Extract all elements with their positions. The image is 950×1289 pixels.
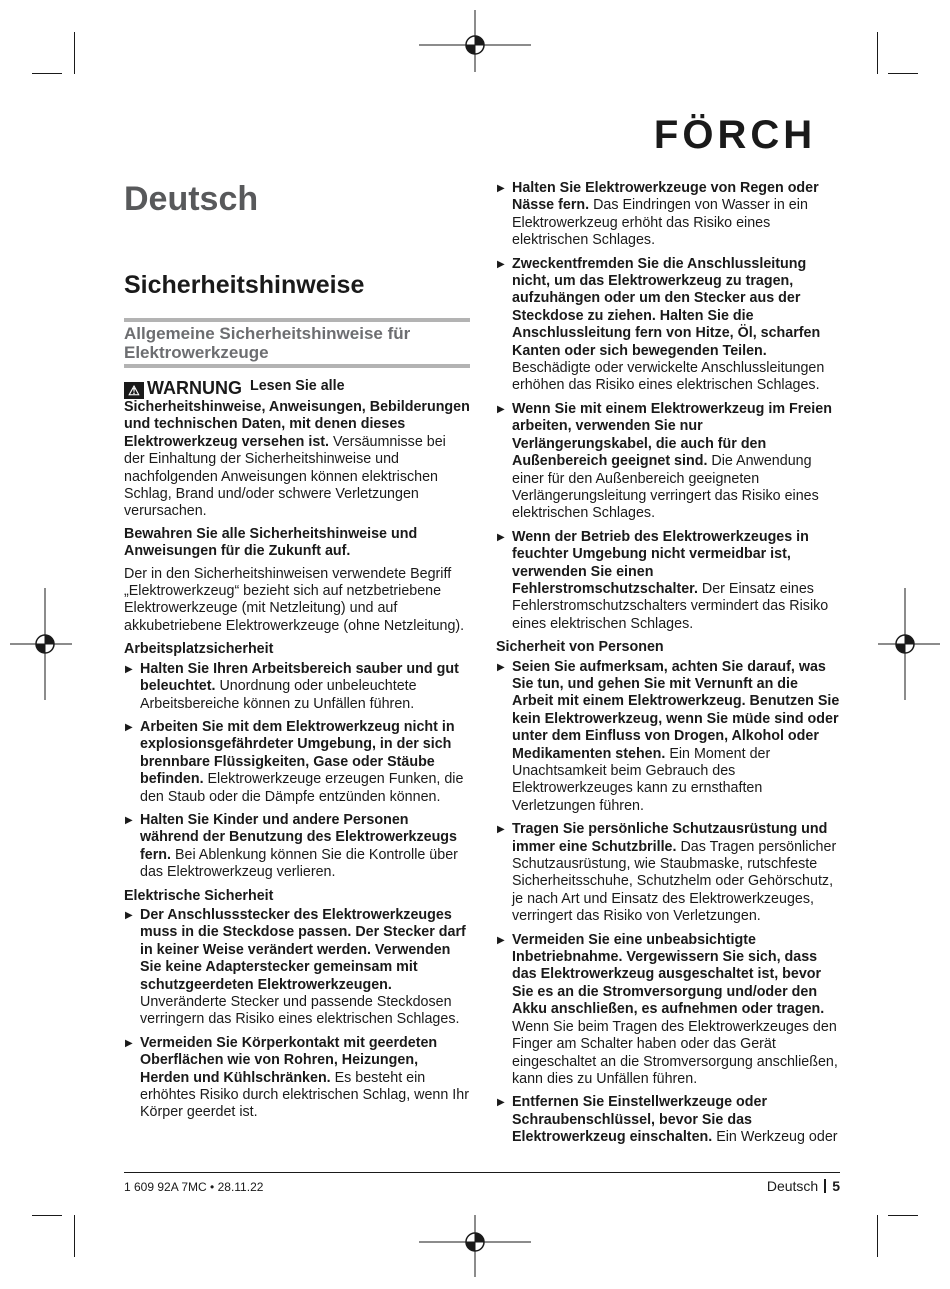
list-item: ▶ Seien Sie aufmerksam, achten Sie darauf, was Sie tun, und gehen Sie mit Vernunft an die Arbeit mit einem Elektrowerkzeug. Benutzen Sie kein Elektrowerkzeug, wenn Sie müde sind oder unter dem Einfluss von Drogen, Alkohol oder Medikamenten stehen. Ein Moment der Unachtsamkeit beim Gebrauch des Elektrowerkzeuges kann zu ernsthaften Verletzungen führen. (497, 658, 840, 814)
bullet-arrow-icon: ▶ (125, 909, 133, 921)
general-safety-heading: Allgemeine Sicherheitshinweise für Elektrowerkzeuge (124, 324, 411, 362)
electrical-title: Elektrische Sicherheit (124, 887, 274, 904)
crop-mark (877, 1215, 878, 1257)
registration-mark-icon (870, 588, 940, 700)
footer-rule (124, 1172, 840, 1173)
electrical-list-right (496, 180, 840, 633)
crop-mark (888, 73, 918, 74)
list-item: ▶ Der Anschlussstecker des Elektrowerkzeuges muss in die Steckdose passen. Der Stecker darf in keiner Weise verändert werden. Verwenden Sie keine Adapterstecker gemeinsam mit schutzgeerdeten Elektrowerkzeugen. Unveränderte Stecker und passende Steckdosen verringern das Risiko eines elektrischen Schlages. (125, 906, 466, 1028)
crop-mark (74, 1215, 75, 1257)
page-number: 5 (832, 1178, 840, 1194)
warning-paragraph (124, 378, 470, 521)
bullet-arrow-icon: ▶ (125, 814, 133, 826)
list-item: ▶ Zweckentfremden Sie die Anschlussleitung nicht, um das Elektrowerkzeug zu tragen, aufzuhängen oder um den Stecker aus der Steckdose zu ziehen. Halten Sie die Anschlussleitung fern von Hitze, Öl, scharfen Kanten oder sich bewegenden Teilen. Beschädigte oder verwickelte Anschlussleitungen erhöhen das Risiko eines elektrischen Schlages. (497, 255, 825, 394)
workplace-list (124, 661, 470, 882)
personal-list (496, 659, 840, 1147)
list-item: ▶ Halten Sie Kinder und andere Personen während der Benutzung des Elektrowerkzeugs fern. Bei Ablenkung können Sie die Kontrolle über das Elektrowerkzeug verlieren. (125, 811, 458, 881)
heading-rule-top (124, 318, 470, 322)
bullet-arrow-icon: ▶ (497, 258, 505, 270)
list-item: ▶ Halten Sie Elektrowerkzeuge von Regen oder Nässe fern. Das Eindringen von Wasser in ein Elektrowerkzeug erhöht das Risiko eines elektrischen Schlages. (497, 180, 819, 249)
list-item: ▶ Vermeiden Sie eine unbeabsichtigte Inbetriebnahme. Vergewissern Sie sich, dass das Elektrowerkzeug ausgeschaltet ist, bevor Sie es an die Stromversorgung und/oder den Akku anschließen, es aufnehmen oder tragen. Wenn Sie beim Tragen des Elektrowerkzeuges den Finger am Schalter haben oder das Gerät eingeschaltet an die Stromversorgung anschließen, kann dies zu Unfällen führen. (497, 931, 838, 1087)
electrical-list-left (124, 907, 470, 1122)
list-item: ▶ Wenn der Betrieb des Elektrowerkzeuges in feuchter Umgebung nicht vermeidbar ist, verwenden Sie einen Fehlerstromschutzschalter. Der Einsatz eines Fehlerstromschutzschalters vermindert das Risiko eines elektrischen Schlages. (497, 528, 829, 632)
heading-rule-bottom (124, 364, 470, 368)
crop-mark (888, 1215, 918, 1216)
bullet-arrow-icon: ▶ (497, 661, 505, 673)
bullet-arrow-icon: ▶ (125, 721, 133, 733)
list-item: ▶ Entfernen Sie Einstellwerkzeuge oder Schraubenschlüssel, bevor Sie das Elektrowerkzeug einschalten. Ein Werkzeug oder (497, 1094, 838, 1146)
logo-text: FÖRCH (653, 113, 817, 154)
workplace-title: Arbeitsplatzsicherheit (124, 641, 274, 658)
warning-bold: Lesen Sie alle Sicherheitshinweise, Anweisungen, Bebilderungen und technischen Daten, mit denen dieses Elektrowerkzeug versehen ist. (124, 378, 470, 450)
registration-mark-icon (10, 588, 80, 700)
forch-logo (628, 112, 842, 154)
language-heading: Deutsch (124, 180, 259, 218)
right-column (496, 180, 840, 1153)
bullet-arrow-icon: ▶ (497, 824, 505, 836)
list-item: ▶ Vermeiden Sie Körperkontakt mit geerdeten Oberflächen wie von Rohren, Heizungen, Herden und Kühlschränken. Es besteht ein erhöhtes Risiko durch elektrischen Schlag, wenn Ihr Körper geerdet ist. (125, 1034, 469, 1121)
footer-language: Deutsch (766, 1178, 819, 1194)
warning-triangle-icon: ⚠ (124, 382, 144, 399)
crop-mark (877, 32, 878, 74)
bullet-arrow-icon: ▶ (497, 531, 505, 543)
bullet-arrow-icon: ▶ (497, 403, 505, 415)
crop-mark (32, 73, 62, 74)
bullet-arrow-icon: ▶ (125, 663, 133, 675)
term-notice: Der in den Sicherheitshinweisen verwendete Begriff „Elektrowerkzeug“ bezieht sich auf netzbetriebene Elektrowerkzeuge (mit Netzleitung) und auf akkubetriebene Elektrowerkzeuge (ohne Netzleitung). (124, 565, 465, 634)
warning-label: WARNUNG (147, 378, 242, 398)
bullet-arrow-icon: ▶ (497, 1097, 505, 1109)
crop-mark (74, 32, 75, 74)
warning-badge (124, 378, 242, 399)
personal-title: Sicherheit von Personen (496, 639, 664, 656)
document-id: 1 609 92A 7MC • 28.11.22 (124, 1180, 264, 1194)
left-column (124, 378, 470, 1128)
bullet-arrow-icon: ▶ (497, 934, 505, 946)
bullet-arrow-icon: ▶ (125, 1037, 133, 1049)
footer-separator (824, 1179, 826, 1193)
keep-notice: Bewahren Sie alle Sicherheitshinweise und Anweisungen für die Zukunft auf. (124, 525, 418, 560)
crop-mark (32, 1215, 62, 1216)
warning-text: Versäumnisse bei der Einhaltung der Sicherheitshinweise und nachfolgenden Anweisungen können elektrischen Schlag, Brand und/oder schwere Verletzungen verursachen. (124, 433, 446, 520)
bullet-arrow-icon: ▶ (497, 183, 505, 194)
list-item: ▶ Arbeiten Sie mit dem Elektrowerkzeug nicht in explosionsgefährdeter Umgebung, in der sich brennbare Flüssigkeiten, Gase oder Stäube befinden. Elektrowerkzeuge erzeugen Funken, die den Staub oder die Dämpfe entzünden können. (125, 718, 464, 805)
list-item: ▶ Halten Sie Ihren Arbeitsbereich sauber und gut beleuchtet. Unordnung oder unbeleuchtete Arbeitsbereiche können zu Unfällen führen. (125, 660, 459, 712)
registration-mark-icon (419, 10, 531, 80)
list-item: ▶ Wenn Sie mit einem Elektrowerkzeug im Freien arbeiten, verwenden Sie nur Verlängerungskabel, die auch für den Außenbereich geeignet sind. Die Anwendung einer für den Außenbereich geeigneten Verlängerungsleitung verringert das Risiko eines elektrischen Schlages. (497, 400, 832, 522)
list-item: ▶ Tragen Sie persönliche Schutzausrüstung und immer eine Schutzbrille. Das Tragen persönlicher Schutzausrüstung, wie Staubmaske, rutschfeste Sicherheitsschuhe, Schutzhelm oder Gehörschutz, je nach Art und Einsatz des Elektrowerkzeuges, verringert das Risiko von Verletzungen. (497, 821, 837, 925)
page-footer (767, 1178, 840, 1194)
safety-heading: Sicherheitshinweise (124, 271, 365, 299)
registration-mark-icon (419, 1207, 531, 1277)
